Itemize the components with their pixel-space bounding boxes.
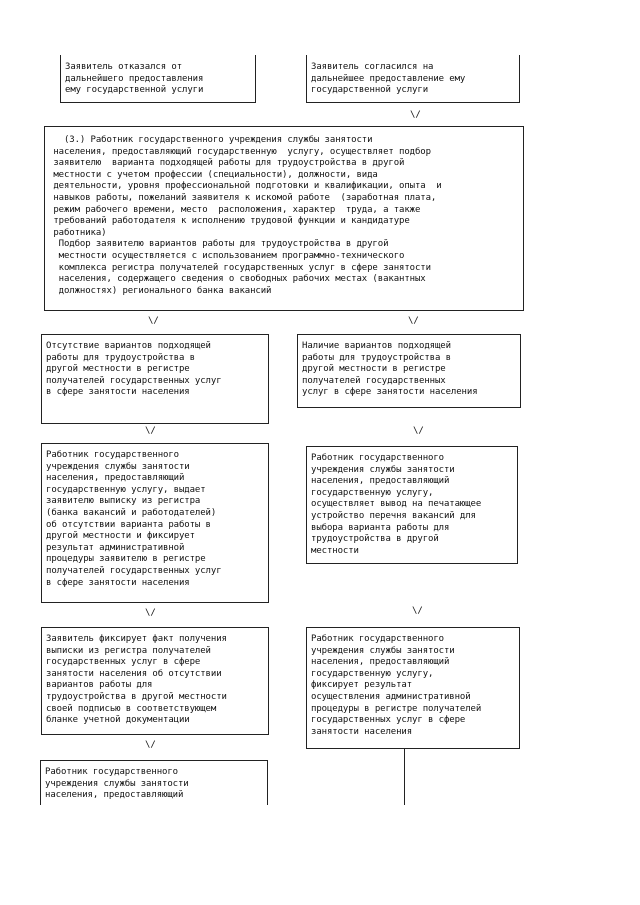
box-print-vacancies-text: Работник государственного учреждения службы занятости населения, предоставляющий государственную услугу, осуществляет вывод на печатающее устройство перечня вакансий для выбора варианта работы для трудоустройства в другой местности	[311, 453, 482, 556]
box-applicant-signs-text: Заявитель фиксирует факт получения выписки из регистра получателей государственных услуг в сфере занятости населения об отсутствии вариантов работы для трудоустройства в другой местности своей подписью в соответствующем бланке учетной документации	[46, 634, 227, 726]
arrow-down-2: \/	[148, 316, 159, 326]
box-step3-selection	[44, 126, 524, 311]
arrow-down-6: \/	[145, 608, 156, 618]
box-applicant-refused	[60, 55, 256, 103]
box-issue-extract	[41, 443, 269, 603]
box-absence-variants	[41, 334, 269, 424]
box-absence-variants-text: Отсутствие вариантов подходящей работы для трудоустройства в другой местности в регистре получателей государственных услуг в сфере занятости населения	[46, 341, 222, 398]
box-presence-variants-text: Наличие вариантов подходящей работы для трудоустройства в другой местности в регистре получателей государственных услуг в сфере занятости населения	[302, 341, 478, 398]
box-print-vacancies	[306, 446, 518, 564]
box-records-result	[306, 627, 520, 749]
box-presence-variants	[297, 334, 521, 408]
arrow-down-1: \/	[410, 110, 421, 120]
connector-line-right	[404, 749, 405, 805]
box-step3-selection-text: (3.) Работник государственного учреждения службы занятости населения, предоставляющий государственную услугу, осуществляет подбор заявителю варианта подходящей работы для трудоустройства в другой местности с учетом профессии (специальности), должности, вида деятельности, уровня профессиональной подготовки и квалификации, опыта и навыков работы, пожеланий заявителя к искомой работе (заработная плата, режим рабочего времени, место расположения, характер труда, а также требований работодателя к исполнению трудовой функции и кандидатуре работника) Подбор заявителю вариантов работы для трудоустройства в другой местности осуществляется с использованием программно-технического комплекса регистра получателей государственных услуг в сфере занятости населения, содержащего сведения о свободных рабочих местах (вакантных должностях) регионального банка вакансий	[53, 135, 442, 296]
box-issue-extract-text: Работник государственного учреждения службы занятости населения, предоставляющий государственную услугу, выдает заявителю выписку из регистра (банка вакансий и работодателей) об отсутствии варианта работы в другой местности и фиксирует результат административной процедуры заявителю в регистре получателей государственных услуг в сфере занятости населения	[46, 450, 222, 588]
arrow-down-3: \/	[408, 316, 419, 326]
box-applicant-refused-text: Заявитель отказался от дальнейшего предоставления ему государственной услуги	[65, 62, 204, 96]
arrow-down-5: \/	[413, 426, 424, 436]
arrow-down-4: \/	[145, 426, 156, 436]
box-applicant-agreed	[306, 55, 520, 103]
box-records-result-text: Работник государственного учреждения службы занятости населения, предоставляющий государственную услугу, фиксирует результат осуществления административной процедуры в регистре получателей государственных услуг в сфере занятости населения	[311, 634, 482, 737]
arrow-down-7: \/	[412, 606, 423, 616]
arrow-down-8: \/	[145, 740, 156, 750]
box-worker-bottom-text: Работник государственного учреждения службы занятости населения, предоставляющий	[45, 767, 189, 801]
box-applicant-agreed-text: Заявитель согласился на дальнейшее предоставление ему государственной услуги	[311, 62, 466, 96]
box-worker-bottom	[40, 760, 268, 805]
box-applicant-signs	[41, 627, 269, 735]
